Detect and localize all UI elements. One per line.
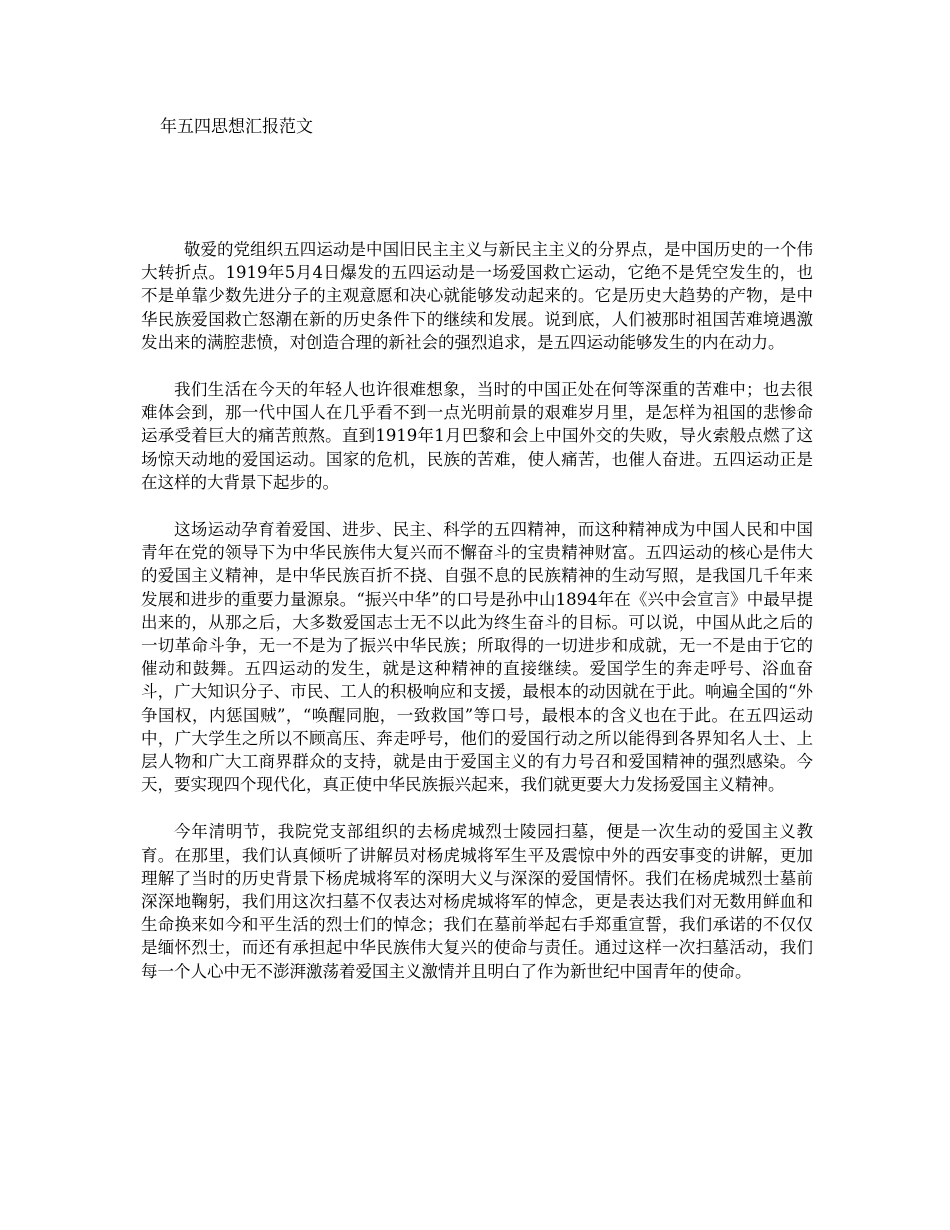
- paragraph-2: 我们生活在今天的年轻人也许很难想象，当时的中国正处在何等深重的苦难中；也去很难体会到，那一代中国人在几乎看不到一点光明前景的艰难岁月里，是怎样为祖国的悲惨命运承受着巨大的痛苦煎熬。直到1919年1月巴黎和会上中国外交的失败，导火索般点燃了这场惊天动地的爱国运动。国家的危机，民族的苦难，使人痛苦，也催人奋进。五四运动正是在这样的大背景下起步的。: [141, 380, 813, 492]
- paragraph-4: 今年清明节，我院党支部组织的去杨虎城烈士陵园扫墓，便是一次生动的爱国主义教育。在那里，我们认真倾听了讲解员对杨虎城将军生平及震惊中外的西安事变的讲解，更加理解了当时的历史背景下杨虎城将军的深明大义与深深的爱国情怀。我们在杨虎城烈士墓前深深地鞠躬，我们用这次扫墓不仅表达对杨虎城将军的悼念，更是表达我们对无数用鲜血和生命换来如今和平生活的烈士们的悼念；我们在墓前举起右手郑重宣誓，我们承诺的不仅仅是缅怀烈士，而还有承担起中华民族伟大复兴的使命与责任。通过这样一次扫墓活动，我们每一个人心中无不澎湃激荡着爱国主义激情并且明白了作为新世纪中国青年的使命。: [141, 822, 813, 981]
- paragraph-1: 敬爱的党组织五四运动是中国旧民主主义与新民主主义的分界点，是中国历史的一个伟大转折点。1919年5月4日爆发的五四运动是一场爱国救亡运动，它绝不是凭空发生的，也不是单靠少数先进分子的主观意愿和决心就能够发动起来的。它是历史大趋势的产物，是中华民族爱国救亡怒潮在新的历史条件下的继续和发展。说到底，人们被那时祖国苦难境遇激发出来的满腔悲愤，对创造合理的新社会的强烈追求，是五四运动能够发生的内在动力。: [141, 240, 813, 352]
- document-body: [141, 238, 813, 1007]
- paragraph-3: 这场运动孕育着爱国、进步、民主、科学的五四精神，而这种精神成为中国人民和中国青年在党的领导下为中华民族伟大复兴而不懈奋斗的宝贵精神财富。五四运动的核心是伟大的爱国主义精神，是中华民族百折不挠、自强不息的民族精神的生动写照，是我国几千年来发展和进步的重要力量源泉。“振兴中华”的口号是孙中山1894年在《兴中会宣言》中最早提出来的，从那之后，大多数爱国志士无不以此为终生奋斗的目标。可以说，中国从此之后的一切革命斗争，无一不是为了振兴中华民族；所取得的一切进步和成就，无一不是由于它的催动和鼓舞。五四运动的发生，就是这种精神的直接继续。爱国学生的奔走呼号、浴血奋斗，广大知识分子、市民、工人的积极响应和支援，最根本的动因就在于此。响遍全国的“外争国权，内惩国贼”，“唤醒同胞，一致救国”等口号，最根本的含义也在于此。在五四运动中，广大学生之所以不顾高压、奔走呼号，他们的爱国行动之所以能得到各界知名人士、上层人物和广大工商界群众的支持，就是由于爱国主义的有力号召和爱国精神的强烈感染。今天，要实现四个现代化，真正使中华民族振兴起来，我们就更要大力发扬爱国主义精神。: [141, 520, 813, 795]
- document-title: 年五四思想汇报范文: [160, 117, 313, 137]
